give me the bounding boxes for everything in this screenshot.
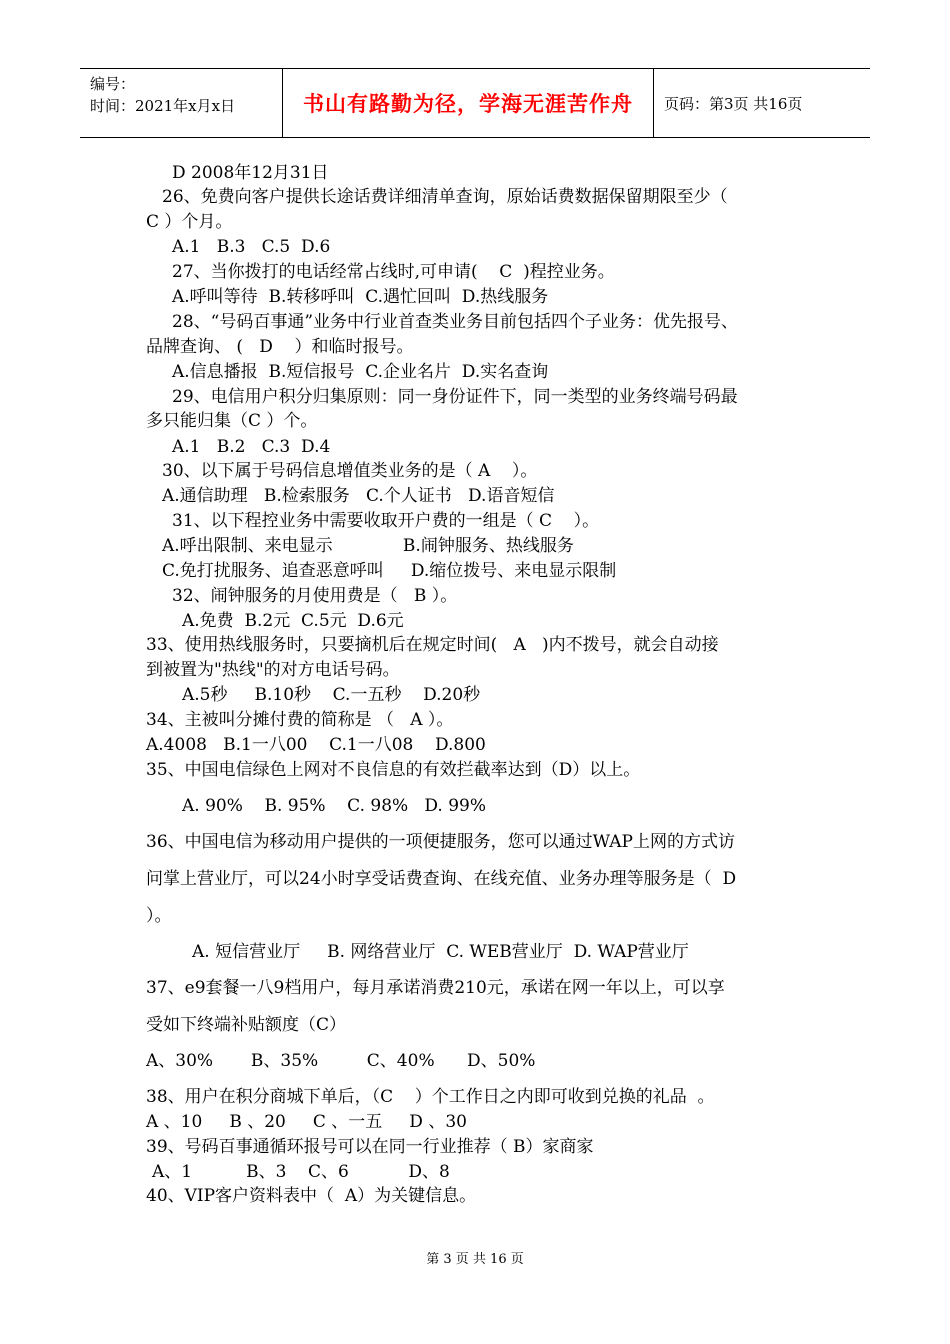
question-39: 39、号码百事通循环报号可以在同一行业推荐（ B）家商家 <box>146 1137 594 1157</box>
question-31: 31、以下程控业务中需要收取开户费的一组是（ C ）。 <box>172 511 600 531</box>
text-line: D 2008年12月31日 <box>172 163 329 183</box>
question-38: 38、用户在积分商城下单后，（C ）个工作日之内即可收到兑换的礼品 。 <box>146 1087 715 1107</box>
question-30: 30、以下属于号码信息增值类业务的是（ A ）。 <box>162 461 538 481</box>
question-26: 26、免费向客户提供长途话费详细清单查询，原始话费数据保留期限至少（ <box>162 187 728 207</box>
options-34: A.4008 B.1一八00 C.1一八08 D.800 <box>146 735 486 755</box>
question-32: 32、闹钟服务的月使用费是（ B ）。 <box>172 586 458 606</box>
options-33: A.5秒 B.10秒 C.一五秒 D.20秒 <box>182 685 481 705</box>
options-37: A、30% B、35% C、40% D、50% <box>146 1051 536 1071</box>
question-29: 29、电信用户积分归集原则：同一身份证件下，同一类型的业务终端号码最 <box>172 387 738 407</box>
footer-page-number: 第 3 页 共 16 页 <box>426 1252 524 1267</box>
options-38: A 、10 B 、20 C 、一五 D 、30 <box>146 1112 467 1132</box>
text-line: ）。 <box>146 906 172 926</box>
options-39: A、1 B、3 C、6 D、8 <box>152 1162 450 1182</box>
options-28: A.信息播报 B.短信报号 C.企业名片 D.实名查询 <box>172 362 549 382</box>
question-40: 40、VIP客户资料表中（ A）为关键信息。 <box>146 1186 477 1206</box>
text-line: 问掌上营业厅，可以24小时享受话费查询、在线充值、业务办理等服务是（ D <box>146 869 737 889</box>
options-36: A. 短信营业厅 B. 网络营业厅 C. WEB营业厅 D. WAP营业厅 <box>192 942 689 962</box>
page-footer <box>0 1248 950 1267</box>
text-line: 到被置为"热线"的对方电话号码。 <box>146 660 400 680</box>
options-31: A.呼出限制、来电显示 B.闹钟服务、热线服务 <box>162 536 574 556</box>
text-line: C ）个月。 <box>146 212 233 232</box>
options-29: A.1 B.2 C.3 D.4 <box>172 437 331 457</box>
question-34: 34、主被叫分摊付费的简称是 （ A ）。 <box>146 710 454 730</box>
question-27: 27、当你拨打的电话经常占线时,可申请( C )程控业务。 <box>172 262 615 282</box>
text-line: 品牌查询、 ( D ）和临时报号。 <box>146 337 414 357</box>
question-36: 36、中国电信为移动用户提供的一项便捷服务，您可以通过WAP上网的方式访 <box>146 832 735 852</box>
text-line: 多只能归集（C ）个。 <box>146 411 318 431</box>
question-33: 33、使用热线服务时，只要摘机后在规定时间( A )内不拨号，就会自动接 <box>146 635 719 655</box>
motto-text: 书山有路勤为径，学海无涯苦作舟 <box>303 91 633 116</box>
options-26: A.1 B.3 C.5 D.6 <box>172 237 331 257</box>
text-line: 受如下终端补贴额度（C） <box>146 1015 347 1035</box>
options-27: A.呼叫等待 B.转移呼叫 C.遇忙回叫 D.热线服务 <box>172 287 549 307</box>
options-35: A. 90% B. 95% C. 98% D. 99% <box>182 796 487 816</box>
options-32: A.免费 B.2元 C.5元 D.6元 <box>182 611 404 631</box>
question-28: 28、“号码百事通”业务中行业首查类业务目前包括四个子业务：优先报号、 <box>172 312 739 332</box>
document-date-label: 时间：2021年x月x日 <box>90 97 236 115</box>
options-31: C.免打扰服务、追查恶意呼叫 D.缩位拨号、来电显示限制 <box>162 561 617 581</box>
document-number-label: 编号： <box>90 75 136 93</box>
question-35: 35、中国电信绿色上网对不良信息的有效拦截率达到（D）以上。 <box>146 760 641 780</box>
page-info-text: 页码：第3页 共16页 <box>664 94 803 113</box>
question-37: 37、e9套餐一八9档用户，每月承诺消费210元，承诺在网一年以上，可以享 <box>146 978 725 998</box>
options-30: A.通信助理 B.检索服务 C.个人证书 D.语音短信 <box>162 486 555 506</box>
